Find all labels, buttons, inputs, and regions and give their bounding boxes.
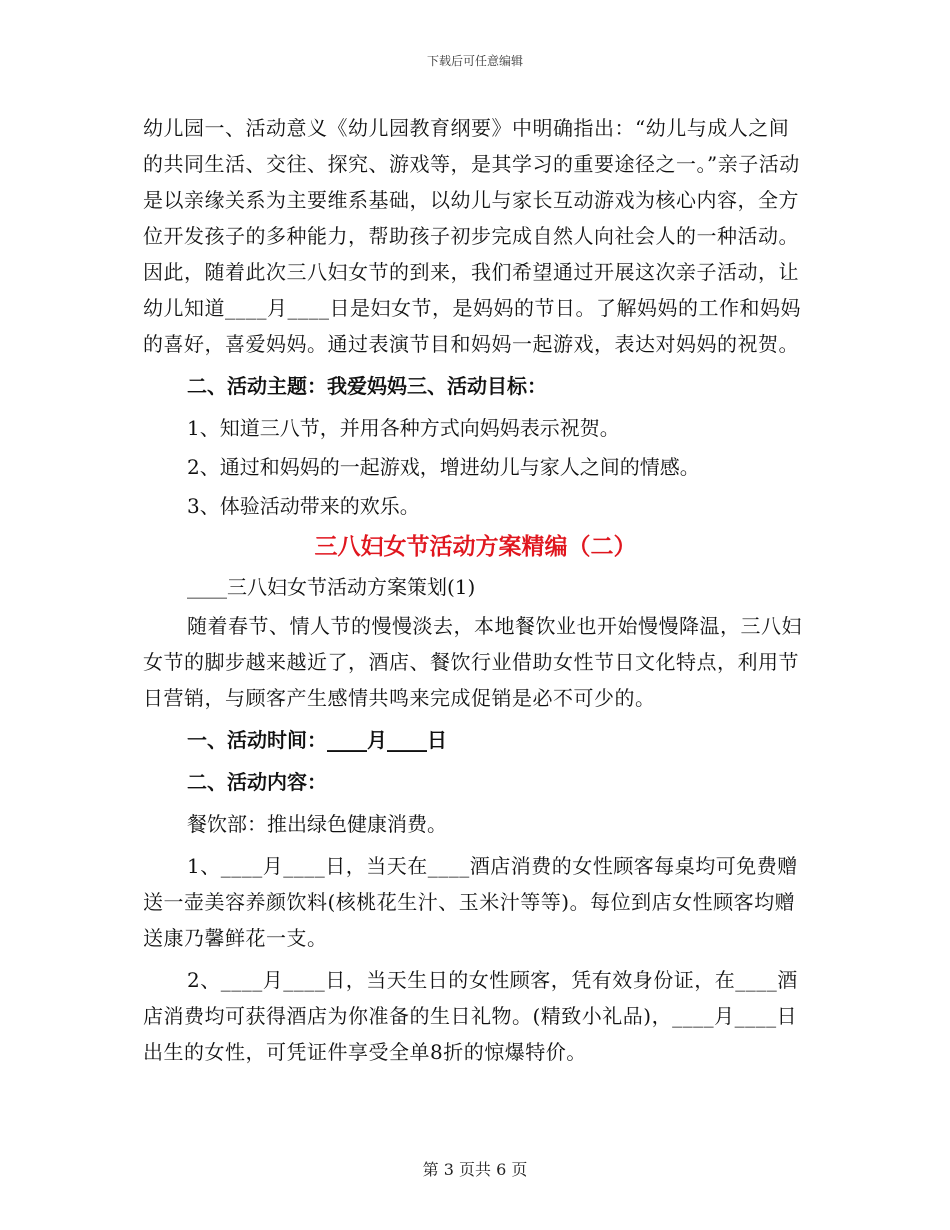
department-line: 餐饮部：推出绿色健康消费。 [187, 812, 447, 836]
activity-content-heading: 二、活动内容： [187, 770, 327, 794]
goal-item-3: 3、体验活动带来的欢乐。 [187, 494, 420, 518]
theme-goals-heading: 二、活动主题：我爱妈妈三、活动目标： [187, 374, 547, 398]
intro-paragraph: 幼儿园一、活动意义《幼儿园教育纲要》中明确指出：“幼儿与成人之间的共同生活、交往、探究、游戏等，是其学习的重要途径之一。”亲子活动是以亲缘关系为主要维系基础，以幼儿与家长互动游戏为核心内容，全方位开发孩子的多种能力，帮助孩子初步完成自然人向社会人的一种活动。因此，随着此次三八妇女节的到来，我们希望通过开展这次亲子活动，让幼儿知道____月____日是妇女节，是妈妈的节日。了解妈妈的工作和妈妈的喜好，喜爱妈妈。通过表演节目和妈妈一起游戏，表达对妈妈的祝贺。 [143, 116, 801, 356]
plan-intro-paragraph: 随着春节、情人节的慢慢淡去，本地餐饮业也开始慢慢降温，三八妇女节的脚步越来越近了，酒店、餐饮行业借助女性节日文化特点，利用节日营销，与顾客产生感情共鸣来完成促销是必不可少的。 [143, 614, 802, 710]
content-item-2: 2、____月____日，当天生日的女性顾客，凭有效身份证，在____酒店消费均可获得酒店为你准备的生日礼物。(精致小礼品)，____月____日出生的女性，可凭证件享受全单8折的惊爆特价。 [143, 968, 798, 1064]
section-title: 三八妇女节活动方案精编（二） [314, 534, 637, 560]
activity-time-heading: 一、活动时间：____月____日 [187, 728, 447, 752]
goal-item-1: 1、知道三八节，并用各种方式向妈妈表示祝贺。 [187, 416, 620, 440]
page-header: 下载后可任意编辑 [426, 54, 523, 68]
goal-item-2: 2、通过和妈妈的一起游戏，增进幼儿与家人之间的情感。 [187, 455, 700, 479]
page-number: 第 3 页共 6 页 [422, 1160, 528, 1179]
document-body [143, 110, 808, 1074]
content-item-1: 1、____月____日，当天在____酒店消费的女性顾客每桌均可免费赠送一壶美容养颜饮料(核桃花生汁、玉米汁等等)。每位到店女性顾客均赠送康乃馨鲜花一支。 [143, 854, 798, 950]
plan-subtitle: ____三八妇女节活动方案策划(1) [187, 575, 476, 599]
